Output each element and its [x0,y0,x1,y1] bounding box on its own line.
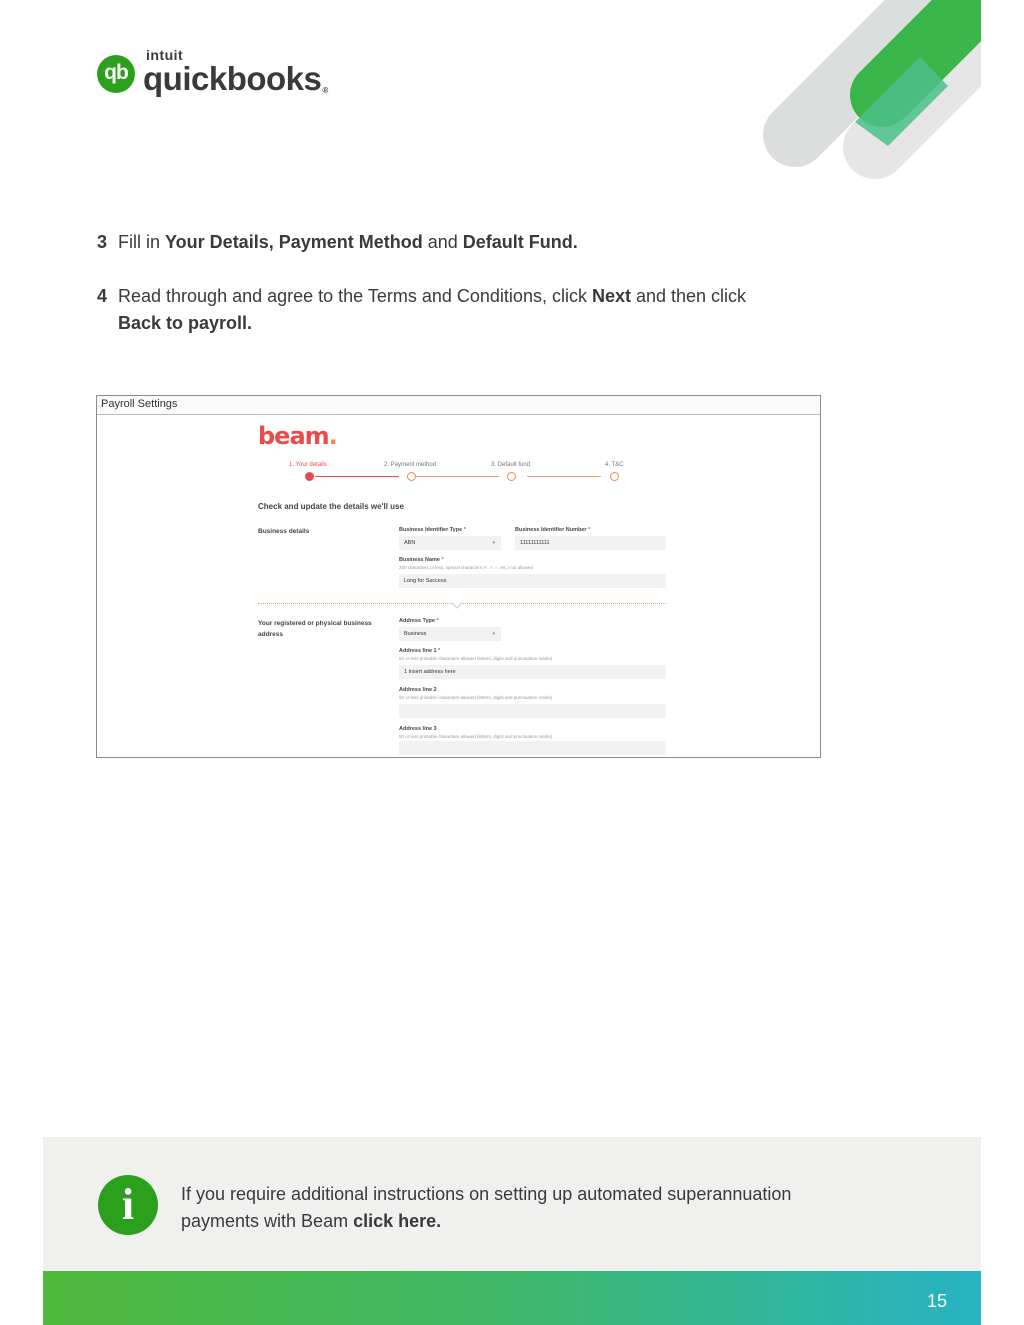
stepper-dot-active [305,472,314,481]
address2-input[interactable] [399,704,666,718]
chevron-down-icon: ▾ [492,540,495,546]
chevron-down-icon: ▾ [492,631,495,637]
address2-label: Address line 2 [399,687,437,693]
bid-number-label: Business Identifier Number * [515,527,591,533]
stepper-dot [507,472,516,481]
address-heading: Your registered or physical business address [258,620,372,638]
address3-hint: 50 or less printable characters allowed (letters, digits and punctuation marks) [399,734,553,739]
step-text: Fill in Your Details, Payment Method and Default Fund. [118,232,578,252]
divider-notch [451,597,462,608]
stepper-tandc[interactable]: 4. T&C [605,462,624,468]
stepper-your-details[interactable]: 1. Your details [289,462,327,468]
business-details-heading: Business details [258,528,310,535]
address-type-label: Address Type * [399,618,439,624]
window-title: Payroll Settings [97,396,820,415]
stepper-line [415,476,499,477]
quickbooks-wordmark: quickbooks® [143,60,328,97]
business-name-hint: 200 characters or less, special characters (<, >, =, etc.) not allowed [399,565,533,570]
stepper-dot [407,472,416,481]
info-text: If you require additional instructions on setting up automated superannuation payments with Beam click here. [181,1184,792,1231]
step-text: Read through and agree to the Terms and Conditions, click Next and then click Back to payroll. [118,286,747,333]
address1-hint: 50 or less printable characters allowed (letters, digits and punctuation marks) [399,656,553,661]
address3-label: Address line 3 [399,726,437,732]
business-name-input[interactable]: Long for Success [399,574,666,588]
bid-type-label: Business Identifier Type * [399,527,466,533]
form-title: Check and update the details we'll use [258,502,404,511]
business-name-label: Business Name * [399,557,444,563]
bid-type-select[interactable]: ABN ▾ [399,536,501,550]
address1-input[interactable]: 1 insert address here [399,665,666,679]
step-number: 3 [97,232,108,252]
stepper-line [527,476,601,477]
info-callout [43,1137,981,1271]
stepper-payment-method[interactable]: 2. Payment method [384,462,437,468]
quickbooks-logo [97,48,328,95]
decorative-stripes [740,0,981,200]
footer-bar [43,1271,981,1325]
payroll-settings-screenshot [96,395,821,758]
address1-label: Address line 1 * [399,648,441,654]
stepper-line [315,476,399,477]
intuit-wordmark: intuit [146,47,184,63]
step-number: 4 [97,286,108,306]
address3-input[interactable] [399,741,666,755]
beam-logo: beam. [258,422,337,450]
address-type-select[interactable]: Business ▾ [399,627,501,641]
info-icon: i [98,1175,158,1235]
address2-hint: 50 or less printable characters allowed (letters, digits and punctuation marks) [399,695,553,700]
bid-number-input[interactable]: 11111111111 [515,536,666,550]
stepper-default-fund[interactable]: 3. Default fund [491,462,531,468]
qb-logo-icon: qb [97,55,135,93]
page-number: 15 [926,1291,947,1311]
stepper-dot [610,472,619,481]
click-here-link[interactable]: click here. [353,1211,442,1231]
